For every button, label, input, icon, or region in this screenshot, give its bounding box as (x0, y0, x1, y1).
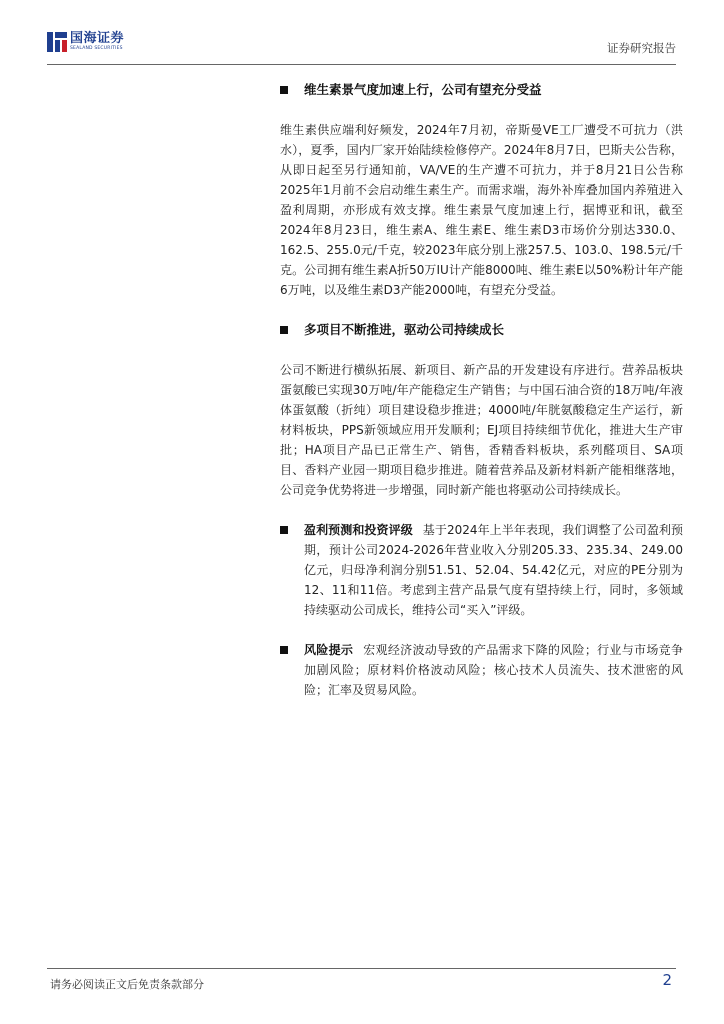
section-title: 维生素景气度加速上行，公司有望充分受益 (304, 82, 542, 97)
section-heading (280, 320, 683, 340)
section-body: 维生素供应端利好频发，2024年7月初，帝斯曼VE工厂遭受不可抗力（洪水），夏季，国内厂家开始陆续检修停产。2024年8月7日，巴斯夫公告称，从即日起至另行通知前，VA/VE的生产遭不可抗力，并于8月21日公告称2025年1月前不会启动维生素生产。而需求端，海外补库叠加国内养殖进入盈利周期，亦形成有效支撑。维生素景气度加速上行，据博亚和讯，截至2024年8月23日，维生素A、维生素E、维生素D3市场价分别达330.0、162.5、255.0元/千克，较2023年底分别上涨257.5、103.0、198.5元/千克。公司拥有维生素A折50万IU计产能8000吨、维生素E以50%粉计年产能6万吨，以及维生素D3产能2000吨，有望充分受益。 (280, 123, 683, 297)
header-divider (47, 64, 676, 65)
forecast-block (280, 520, 683, 620)
section-vitamin (280, 80, 683, 300)
square-bullet-icon (280, 86, 288, 94)
logo-text-cn: 国海证券 (70, 31, 125, 46)
section-body: 公司不断进行横纵拓展、新项目、新产品的开发建设有序进行。营养品板块蛋氨酸已实现30万吨/年产能稳定生产销售；与中国石油合资的18万吨/年液体蛋氨酸（折纯）项目建设稳步推进；4000吨/年胱氨酸稳定生产运行，新材料板块，PPS新领域应用开发顺利；EJ项目持续细节优化，推进大生产审批；HA项目产品已正常生产、销售，香精香料板块，系列醛项目、SA项目、香料产业园一期项目稳步推进。随着营养品及新材料新产能相继落地，公司竞争优势将进一步增强，同时新产能也将驱动公司持续成长。 (280, 363, 683, 497)
forecast-text: 基于2024年上半年表现，我们调整了公司盈利预期，预计公司2024-2026年营业收入分别205.33、235.34、249.00亿元，归母净利润分别51.51、52.04、54.42亿元，对应的PE分别为12、11和11倍。考虑到主营产品景气度有望持续上行，同时，多领域持续驱动公司成长，维持公司“买入”评级。 (304, 523, 683, 617)
disclaimer-text: 请务必阅读正文后免责条款部分 (50, 978, 204, 991)
risk-text: 宏观经济波动导致的产品需求下降的风险；行业与市场竞争加剧风险；原材料价格波动风险；核心技术人员流失、技术泄密的风险；汇率及贸易风险。 (304, 643, 683, 697)
forecast-label: 盈利预测和投资评级 (304, 523, 413, 537)
page-footer (0, 968, 724, 1024)
risk-label: 风险提示 (304, 643, 354, 657)
page-number: 2 (662, 971, 672, 989)
company-logo (47, 32, 137, 52)
footer-divider (47, 968, 676, 969)
logo-mark-icon (47, 32, 67, 52)
square-bullet-icon (280, 326, 288, 334)
section-title: 多项目不断推进，驱动公司持续成长 (304, 322, 505, 337)
risk-block (280, 640, 683, 700)
section-projects (280, 320, 683, 500)
logo-text-en: SEALAND SECURITIES (70, 46, 123, 51)
square-bullet-icon (280, 646, 288, 654)
page-header (0, 0, 724, 66)
square-bullet-icon (280, 526, 288, 534)
section-heading (280, 80, 683, 100)
main-content (280, 80, 683, 700)
report-type-label: 证券研究报告 (607, 41, 676, 55)
